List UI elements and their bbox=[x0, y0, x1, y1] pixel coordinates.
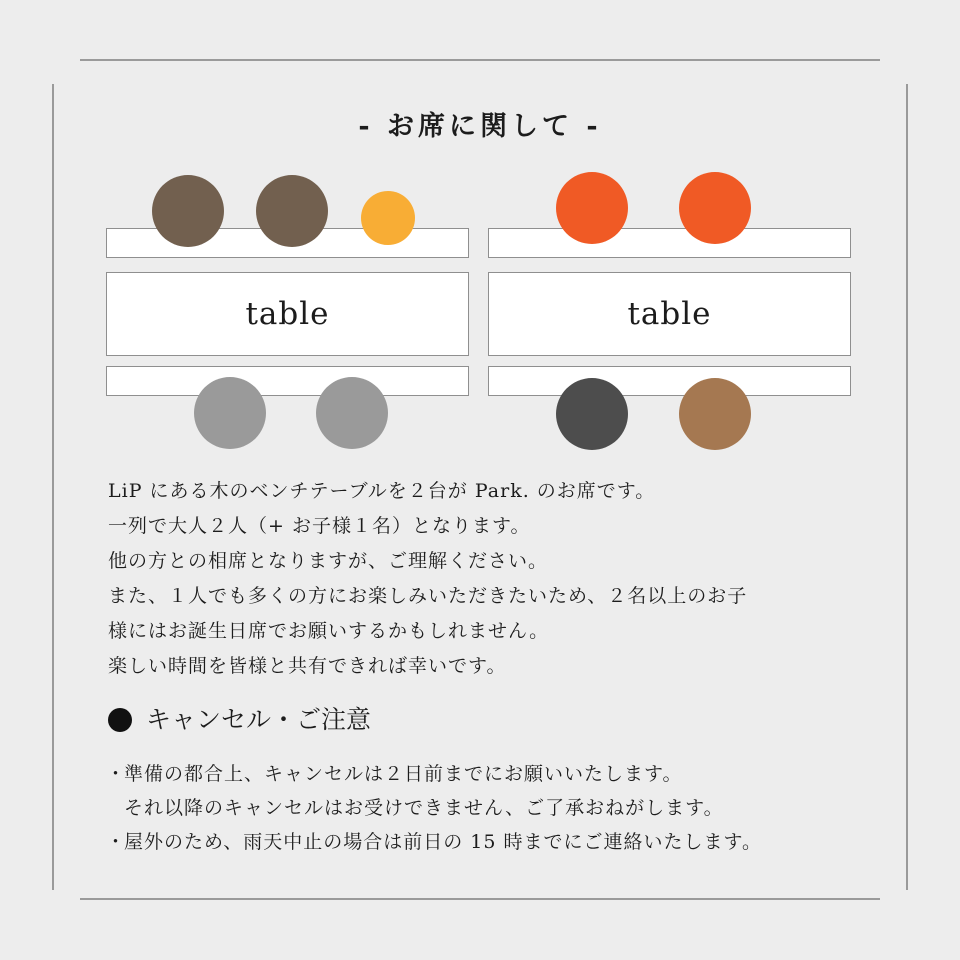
seating-diagram-left bbox=[106, 172, 469, 452]
bench-top-right bbox=[488, 228, 851, 258]
description-line: LiP にある木のベンチテーブルを２台が Park. のお席です。 bbox=[108, 480, 656, 502]
seat-left-top-1 bbox=[152, 175, 224, 247]
bullet-mark: ・ bbox=[106, 831, 127, 853]
black-circle-icon bbox=[108, 708, 132, 732]
seat-right-top-2 bbox=[679, 172, 751, 244]
table-left: table bbox=[106, 272, 469, 356]
notice-line: それ以降のキャンセルはお受けできません、ご了承おねがします。 bbox=[124, 797, 724, 819]
seat-right-bottom-1 bbox=[556, 378, 628, 450]
description-line: 他の方との相席となりますが、ご理解ください。 bbox=[108, 550, 549, 572]
notice-heading-label: キャンセル・ご注意 bbox=[146, 705, 372, 734]
page-title: - お席に関して - bbox=[358, 111, 602, 142]
notice-item bbox=[106, 757, 886, 825]
frame-left-line bbox=[52, 84, 54, 890]
seating-diagram-right bbox=[488, 172, 851, 452]
bench-bottom-left bbox=[106, 366, 469, 396]
seat-left-top-2 bbox=[256, 175, 328, 247]
frame-top-line bbox=[80, 59, 880, 61]
seat-left-bottom-2 bbox=[316, 377, 388, 449]
notice-item-text bbox=[124, 825, 762, 859]
description-line: 楽しい時間を皆様と共有できれば幸いです。 bbox=[108, 655, 507, 677]
seating-description bbox=[108, 474, 868, 684]
seat-right-top-1 bbox=[556, 172, 628, 244]
frame-bottom-line bbox=[80, 898, 880, 900]
description-line: 様にはお誕生日席でお願いするかもしれません。 bbox=[108, 620, 550, 642]
seat-left-top-child bbox=[361, 191, 415, 245]
bench-bottom-right bbox=[488, 366, 851, 396]
table-right: table bbox=[488, 272, 851, 356]
description-line: 一列で大人２人（+ お子様１名）となります。 bbox=[108, 515, 531, 537]
notice-item-text bbox=[124, 757, 724, 825]
notice-item bbox=[106, 825, 886, 859]
notice-line: 屋外のため、雨天中止の場合は前日の 15 時までにご連絡いたします。 bbox=[124, 831, 762, 853]
notice-heading bbox=[108, 702, 371, 738]
seat-left-bottom-1 bbox=[194, 377, 266, 449]
notice-line: 準備の都合上、キャンセルは２日前までにお願いいたします。 bbox=[124, 763, 683, 785]
notice-list bbox=[106, 757, 886, 859]
frame-right-line bbox=[906, 84, 908, 890]
description-line: また、１人でも多くの方にお楽しみいただきたいため、２名以上のお子 bbox=[108, 585, 748, 607]
seat-right-bottom-2 bbox=[679, 378, 751, 450]
bullet-mark: ・ bbox=[106, 763, 127, 785]
